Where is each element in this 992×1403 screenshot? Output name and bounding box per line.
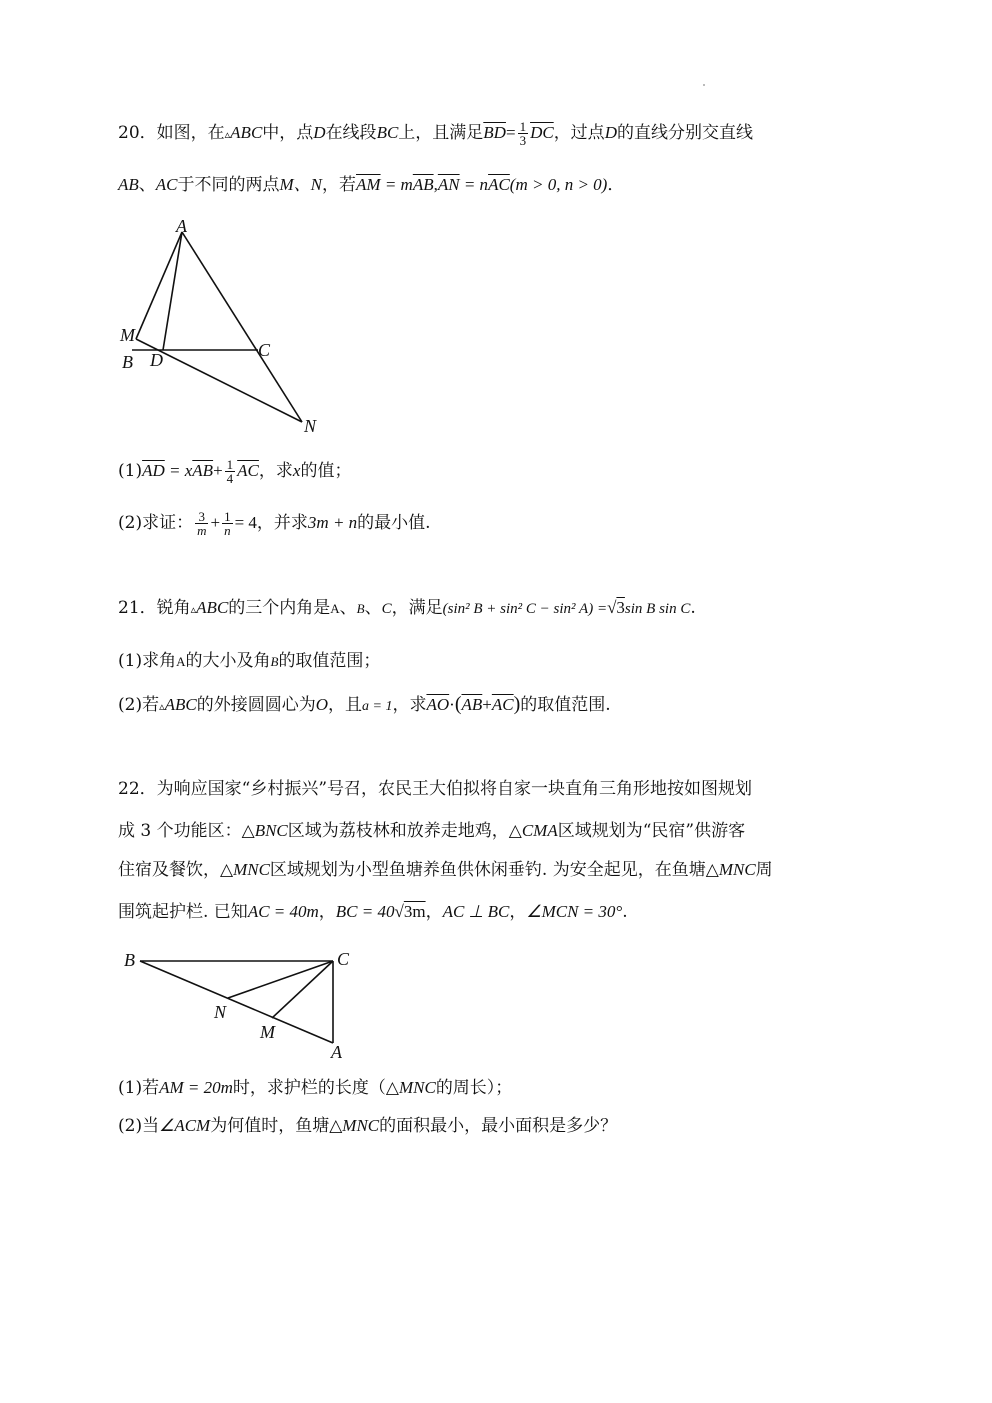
- q22-line1: 22．为响应国家“乡村振兴”号召，农民王大伯拟将自家一块直角三角形地按如图规划: [118, 779, 753, 799]
- q22-part2: (2)当∠ACM为何值时，鱼塘△MNC的面积最小，最小面积是多少？: [118, 1116, 618, 1136]
- q20-figure: [110, 212, 340, 440]
- q22-part1: (1)若AM = 20m时，求护栏的长度（△MNC的周长）；: [118, 1078, 513, 1098]
- speck: [703, 84, 705, 86]
- label-C: C: [337, 949, 350, 969]
- line-BA: [140, 961, 333, 1043]
- line-CM: [272, 961, 333, 1018]
- label-M: M: [120, 325, 135, 345]
- q20-line2: AB、AC于不同的两点M、N，若$\overline{AM} = m\overline{AB},\overline{AN} = n\overline{AC}(m > 0$, n > 0)．: [118, 175, 625, 195]
- frac-1-over-n: $\frac{1}{n}$: [224, 509, 231, 538]
- q21-part2: (2)若▵ABC的外接圆圆心为O，且a = 1，求$\overline{AO}\cdot(\overline{AB}+\overline{AC})$的取值范围.: [118, 693, 611, 715]
- label-A: A: [176, 216, 187, 236]
- frac-3-over-m: $\frac{3}{m}$: [197, 509, 207, 538]
- q22-line3: 住宿及餐饮，△MNC区域规划为小型鱼塘养鱼供休闲垂钓. 为安全起见，在鱼塘△MNC周: [118, 860, 773, 880]
- label-N: N: [214, 1002, 227, 1022]
- line-CN: [228, 961, 333, 998]
- q21-part1: (1)求角A的大小及角B的取值范围；: [118, 651, 381, 671]
- label-D: D: [150, 350, 163, 370]
- label-B: B: [124, 950, 135, 970]
- q21-line1: 21．锐角▵ABC的三个内角是A、B、C，满足(sin² B + sin² C − sin² A) =√3sin B sin C.: [118, 598, 696, 618]
- label-N: N: [304, 416, 317, 436]
- line-AM: [136, 232, 182, 339]
- frac-one-fourth: $\frac{1}{4}$: [226, 457, 234, 486]
- line-AD: [163, 232, 182, 350]
- label-M: M: [260, 1022, 275, 1042]
- q22-line2: 成 3 个功能区：△BNC区域为荔枝林和放养走地鸡，△CMA区域规划为“民宿”供游客: [118, 821, 746, 841]
- label-C: C: [258, 340, 271, 360]
- line-AN: [182, 232, 302, 422]
- q20-part2: (2)求证： $\frac{3}{m}$ + $\frac{1}{n}$ = 4，并求3m + n的最小值.: [118, 509, 431, 538]
- q22-line4: 围筑起护栏. 已知AC = 40m，BC = 40√3m，AC ⊥ BC，∠MCN = 30°.: [118, 902, 628, 922]
- q22-figure: [110, 940, 370, 1065]
- label-A: A: [331, 1042, 342, 1062]
- q20-part1: $(1)\overline{AD} = x\overline{AB}+$ $\frac{1}{4}$ $\overline{AC}$，求x的值；: [118, 457, 352, 486]
- q20-line1: 20．如图，在▵ABC中，点D在线段BC上，且满足$\overline{BD}=$ $\frac{1}{3}$ $\overline{DC}$，过点D的直线分别交直线: [118, 119, 753, 148]
- frac-one-third: $\frac{1}{3}$: [519, 119, 527, 148]
- label-B: B: [122, 352, 133, 372]
